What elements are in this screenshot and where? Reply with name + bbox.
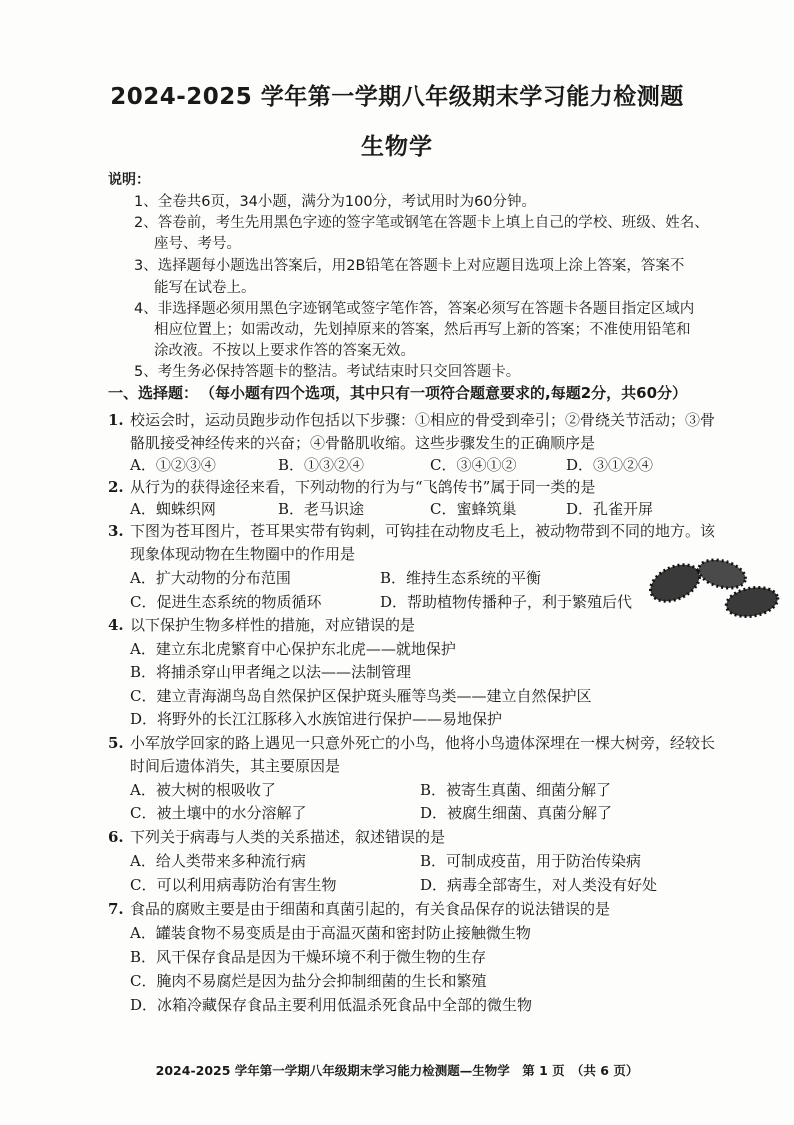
q3-stem-1: 下图为苍耳图片，苍耳果实带有钩刺，可钩挂在动物皮毛上，被动物带到不同的地方。该	[130, 522, 716, 540]
q3-option-a: A．扩大动物的分布范围	[130, 569, 291, 587]
q5-option-a: A．被大树的根吸收了	[130, 781, 276, 799]
q2-stem-1: 从行为的获得途径来看，下列动物的行为与“飞鸽传书”属于同一类的是	[130, 478, 596, 496]
q3-option-b: B．维持生态系统的平衡	[380, 569, 542, 587]
cocklebur-fruit-1	[645, 558, 706, 608]
instruction-4: 4、非选择题必须用黑色字迹钢笔或签字笔作答，答案必须写在答题卡各题目指定区域内	[134, 301, 695, 317]
q7-option-b: B．风干保存食品是因为干燥环境不利于微生物的生存	[130, 948, 487, 966]
q5-stem-2: 时间后遗体消失，其主要原因是	[130, 757, 341, 775]
q7-number: 7.	[108, 900, 124, 918]
q1-option-b: B．①③②④	[278, 456, 365, 474]
instructions-label: 说明：	[108, 172, 150, 188]
q3-option-c: C．促进生态系统的物质循环	[130, 593, 322, 611]
q4-number: 4.	[108, 616, 124, 634]
q5-option-d: D．被腐生细菌、真菌分解了	[420, 804, 613, 822]
cocklebur-fruit-2	[695, 558, 748, 593]
q5-stem-1: 小军放学回家的路上遇见一只意外死亡的小鸟，他将小鸟遗体深埋在一棵大树旁，经较长	[130, 734, 716, 752]
q4-option-d: D．将野外的长江江豚移入水族馆进行保护——易地保护	[130, 710, 503, 728]
q6-option-c: C．可以利用病毒防治有害生物	[130, 876, 337, 894]
q5-option-c: C．被土壤中的水分溶解了	[130, 804, 307, 822]
q7-option-a: A．罐装食物不易变质是由于高温灭菌和密封防止接触微生物	[130, 924, 531, 942]
section-label: 一、选择题：	[108, 384, 199, 402]
q4-stem-1: 以下保护生物多样性的措施，对应错误的是	[130, 616, 416, 634]
instruction-2: 2、答卷前，考生先用黑色字迹的签字笔或钢笔在答题卡上填上自己的学校、班级、姓名、	[134, 215, 709, 231]
q3-number: 3.	[108, 522, 124, 540]
q6-number: 6.	[108, 828, 124, 846]
q1-option-d: D．③①②④	[566, 456, 654, 474]
page-footer: 2024-2025 学年第一学期八年级期末学习能力检测题—生物学 第 1 页 （共 6 页）	[155, 1063, 639, 1078]
q5-number: 5.	[108, 734, 124, 752]
q4-option-a: A．建立东北虎繁育中心保护东北虎——就地保护	[130, 640, 456, 658]
q1-option-a: A．①②③④	[130, 456, 216, 474]
q1-stem-1: 校运会时，运动员跑步动作包括以下步骤：①相应的骨受到牵引；②骨绕关节活动；③骨	[130, 411, 716, 429]
q3-stem-2: 现象体现动物在生物圈中的作用是	[130, 545, 356, 563]
q6-option-d: D．病毒全部寄生，对人类没有好处	[420, 876, 658, 894]
cocklebur-figure	[640, 558, 790, 620]
instruction-3-cont: 能写在试卷上。	[154, 280, 256, 296]
q3-option-d: D．帮助植物传播种子，利于繁殖后代	[380, 593, 633, 611]
instruction-4-cont2: 涂改液。不按以上要求作答的答案无效。	[154, 343, 415, 359]
q2-number: 2.	[108, 478, 124, 496]
q1-number: 1.	[108, 411, 124, 429]
q4-option-b: B．将捕杀穿山甲者绳之以法——法制管理	[130, 663, 412, 681]
instruction-4-cont: 相应位置上；如需改动，先划掉原来的答案，然后再写上新的答案；不准使用铅笔和	[154, 322, 691, 338]
q6-option-a: A．给人类带来多种流行病	[130, 852, 306, 870]
instruction-2-cont: 座号、考号。	[154, 236, 241, 252]
q7-option-c: C．腌肉不易腐烂是因为盐分会抑制细菌的生长和繁殖	[130, 972, 487, 990]
exam-title: 2024-2025 学年第一学期八年级期末学习能力检测题	[110, 84, 684, 110]
q4-option-c: C．建立青海湖鸟岛自然保护区保护斑头雁等鸟类——建立自然保护区	[130, 687, 592, 705]
q2-option-a: A．蜘蛛织网	[130, 500, 216, 518]
q1-stem-2: 骼肌接受神经传来的兴奋；④骨骼肌收缩。这些步骤发生的正确顺序是	[130, 434, 596, 452]
section-note: （每小题有四个选项，其中只有一项符合题意要求的,每题2分，共60分）	[200, 384, 688, 402]
instruction-3: 3、选择题每小题选出答案后，用2B铅笔在答题卡上对应题目选项上涂上答案，答案不	[134, 258, 685, 274]
q2-option-d: D．孔雀开屏	[566, 500, 654, 518]
instruction-5: 5、考生务必保持答题卡的整洁。考试结束时只交回答题卡。	[134, 364, 521, 380]
instruction-1: 1、全卷共6页，34小题，满分为100分，考试用时为60分钟。	[134, 194, 537, 210]
q5-option-b: B．被寄生真菌、细菌分解了	[420, 781, 612, 799]
exam-subject: 生物学	[361, 134, 433, 160]
q2-option-b: B．老马识途	[278, 500, 365, 518]
q2-option-c: C．蜜蜂筑巢	[430, 500, 517, 518]
q6-option-b: B．可制成疫苗，用于防治传染病	[420, 852, 642, 870]
q6-stem-1: 下列关于病毒与人类的关系描述，叙述错误的是	[130, 828, 446, 846]
q1-option-c: C．③④①②	[430, 456, 517, 474]
q7-option-d: D．冰箱冷藏保存食品主要利用低温杀死食品中全部的微生物	[130, 996, 533, 1014]
q7-stem-1: 食品的腐败主要是由于细菌和真菌引起的，有关食品保存的说法错误的是	[130, 900, 611, 918]
